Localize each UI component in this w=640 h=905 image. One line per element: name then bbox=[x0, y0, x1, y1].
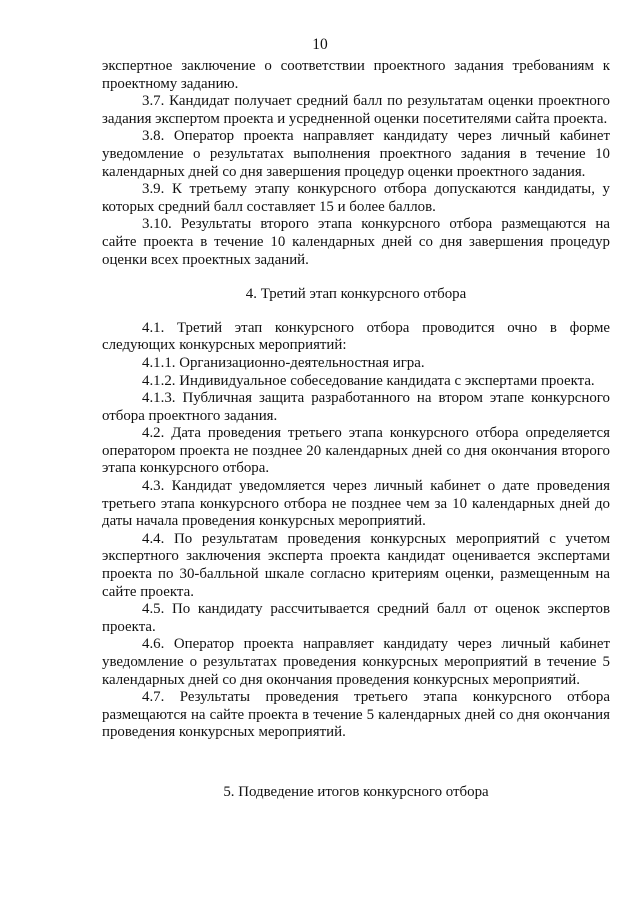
paragraph-4-1-3: 4.1.3. Публичная защита разработанного на втором этапе конкурсного отбора проектного задания. bbox=[102, 390, 610, 424]
document-body bbox=[102, 58, 610, 802]
paragraph-4-1-2: 4.1.2. Индивидуальное собеседование кандидата с экспертами проекта. bbox=[142, 372, 595, 389]
paragraph-4-2: 4.2. Дата проведения третьего этапа конкурсного отбора определяется оператором проекта не позднее 20 календарных дней со дня окончания второго этапа конкурсного отбора. bbox=[102, 425, 610, 477]
paragraph-4-5: 4.5. По кандидату рассчитывается средний балл от оценок экспертов проекта. bbox=[102, 601, 610, 635]
paragraph-3-7: 3.7. Кандидат получает средний балл по результатам оценки проектного задания экспертом проекта и усредненной оценки посетителями сайта проекта. bbox=[102, 93, 610, 127]
paragraph-4-3: 4.3. Кандидат уведомляется через личный кабинет о дате проведения третьего этапа конкурсного отбора не позднее чем за 10 календарных дней до даты начала проведения конкурсных мероприятий. bbox=[102, 478, 610, 530]
paragraph-4-7: 4.7. Результаты проведения третьего этапа конкурсного отбора размещаются на сайте проекта в течение 5 календарных дней со дня окончания проведения конкурсных мероприятий. bbox=[102, 689, 610, 741]
section-4-heading: 4. Третий этап конкурсного отбора bbox=[245, 286, 467, 303]
paragraph-4-1-1: 4.1.1. Организационно-деятельностная игра. bbox=[142, 354, 425, 371]
section-5-heading: 5. Подведение итогов конкурсного отбора bbox=[223, 783, 489, 800]
paragraph-3-8: 3.8. Оператор проекта направляет кандидату через личный кабинет уведомление о результатах выполнения проектного задания в течение 10 календарных дней со дня завершения процедур оценки проектного задания. bbox=[102, 128, 610, 180]
paragraph-continuation: экспертное заключение о соответствии проектного задания требованиям к проектному заданию. bbox=[102, 58, 610, 92]
paragraph-4-4: 4.4. По результатам проведения конкурсных мероприятий с учетом экспертного заключения эксперта проекта кандидат оценивается экспертами проекта по 30-балльной шкале согласно критериям оценки, размещенным на сайте проекта. bbox=[102, 530, 610, 600]
paragraph-4-6: 4.6. Оператор проекта направляет кандидату через личный кабинет уведомление о результатах проведения конкурсных мероприятий в течение 5 календарных дней со дня окончания проведения конкурсных мероприятий. bbox=[102, 636, 610, 688]
paragraph-3-10: 3.10. Результаты второго этапа конкурсного отбора размещаются на сайте проекта в течение 10 календарных дней со дня завершения процедур оценки всех проектных заданий. bbox=[102, 216, 610, 268]
paragraph-3-9: 3.9. К третьему этапу конкурсного отбора допускаются кандидаты, у которых средний балл составляет 15 и более баллов. bbox=[102, 181, 610, 215]
page-number: 10 bbox=[312, 36, 328, 53]
paragraph-4-1: 4.1. Третий этап конкурсного отбора проводится очно в форме следующих конкурсных мероприятий: bbox=[102, 319, 610, 354]
